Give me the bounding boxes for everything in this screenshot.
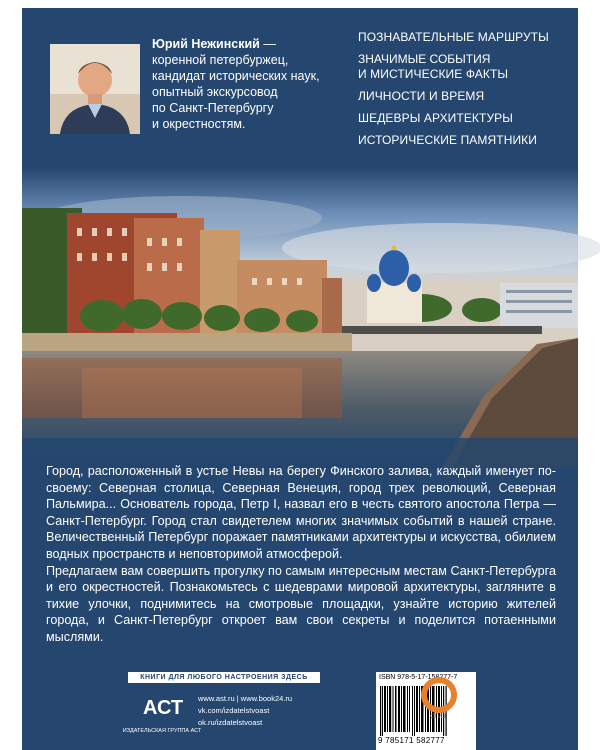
topics-list [358,30,578,155]
publisher-tagline: КНИГИ ДЛЯ ЛЮБОГО НАСТРОЕНИЯ ЗДЕСЬ [128,672,320,683]
bio-line: опытный экскурсовод [152,85,278,99]
topic-item: И МИСТИЧЕСКИЕ ФАКТЫ [358,67,509,81]
age-rating-icon [420,676,458,714]
author-bio [152,36,322,132]
description-paragraph: Предлагаем вам совершить прогулку по самым интересным местам Санкт-Петербурга и его окрестностей. Познакомьтесь с шедеврами мировой архитектуры, загляните в тихие улочки, поднимитесь на смотровые площадки, узнайте историю жителей города, и Санкт-Петербург откроет вам свои секреты и поделится потаенными мыслями. [46,563,556,644]
publisher-logo [140,688,184,728]
bio-line: по Санкт-Петербургу [152,101,274,115]
book-back-cover [22,8,578,750]
bio-line: кандидат исторических наук, [152,69,320,83]
topic-item: ИСТОРИЧЕСКИЕ ПАМЯТНИКИ [358,133,537,147]
ok-link[interactable]: ok.ru/izdatelstvoast [198,718,263,727]
barcode-number: 9 785171 582777 [378,736,445,745]
topic-item: ЗНАЧИМЫЕ СОБЫТИЯ [358,52,491,66]
description-paragraph: Город, расположенный в устье Невы на берегу Финского залива, каждый именует по-своему: Северная столица, Северная Венеция, город трех революций, Северная Пальмира... Основатель города, Петр I, назвал его в честь святого апостола Петра — Санкт-Петербург. Город стал свидетелем многих значимых событий в нашей стране. Величественный Петербург поражает памятниками архитектуры и искусства, обилием водных пространств и неповторимой атмосферой. [46,464,556,561]
city-photo [22,168,578,468]
topic-item: ЛИЧНОСТИ И ВРЕМЯ [358,89,485,103]
svg-text:АСТ: АСТ [143,697,184,719]
website-link[interactable]: www.ast.ru | www.book24.ru [198,694,293,703]
author-photo [50,44,140,134]
bio-line: и окрестностям. [152,117,246,131]
publisher-links [198,693,292,729]
isbn-text: ISBN 978-5-17-158277-7 [379,674,458,681]
book-description [46,463,556,646]
topic-item: ПОЗНАВАТЕЛЬНЫЕ МАРШРУТЫ [358,30,549,44]
author-name-dash: — [259,37,276,51]
bio-line: коренной петербуржец, [152,53,289,67]
topic-item: ШЕДЕВРЫ АРХИТЕКТУРЫ [358,111,513,125]
author-name: Юрий Нежинский [152,37,260,51]
publisher-caption: ИЗДАТЕЛЬСКАЯ ГРУППА АСТ [122,728,202,734]
rating-caption: ОГИЗ [430,714,446,720]
vk-link[interactable]: vk.com/izdatelstvoast [198,706,270,715]
